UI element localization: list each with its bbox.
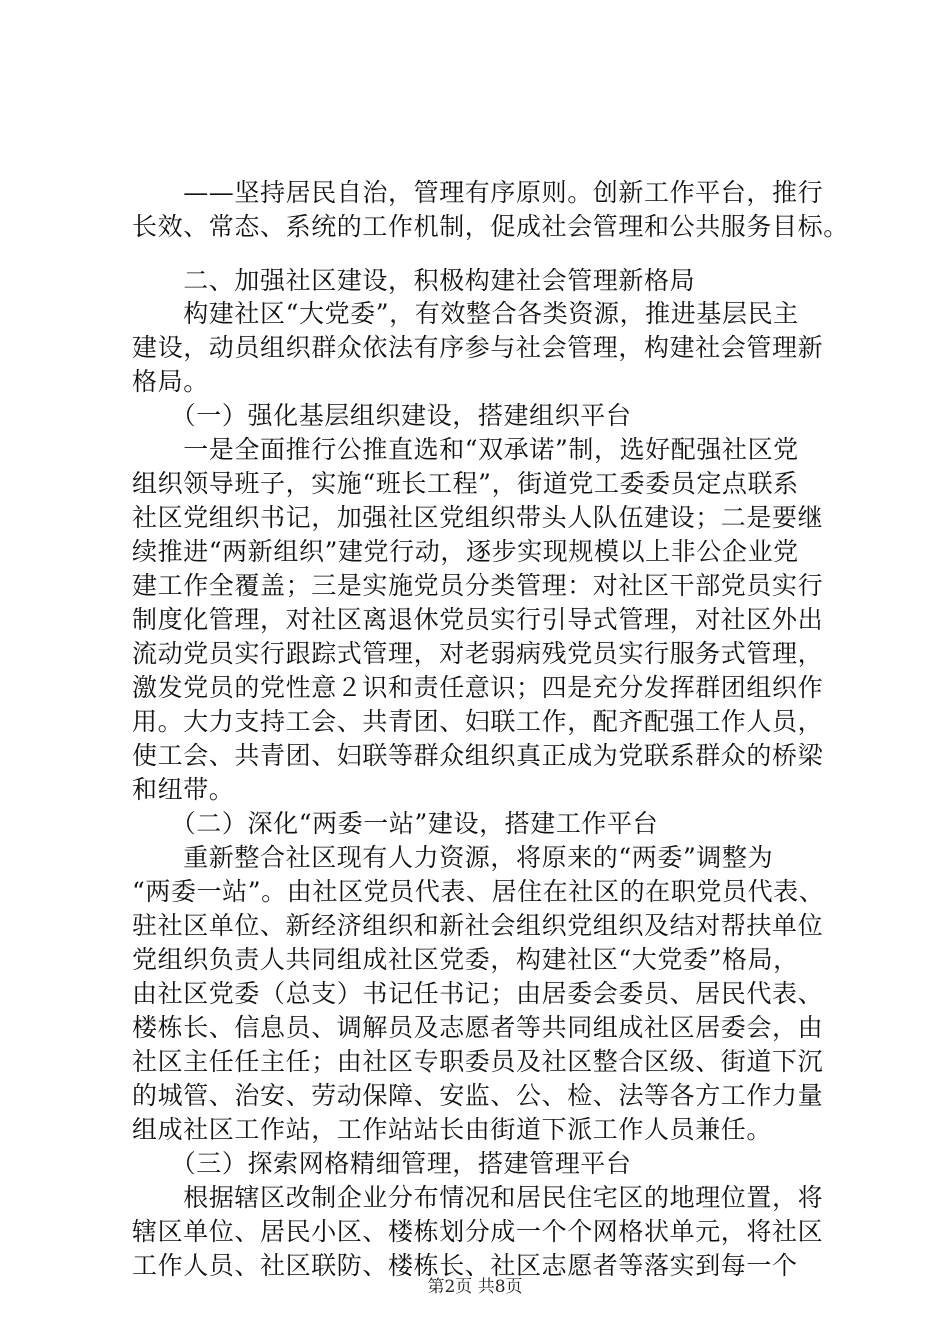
subsection-heading: （一）强化基层组织建设，搭建组织平台 — [132, 401, 632, 430]
text-line: 使工会、共青团、妇联等群众组织真正成为党联系群众的桥梁 — [132, 741, 824, 770]
text-line: 党组织负责人共同组成社区党委，构建社区“大党委”格局， — [132, 945, 799, 974]
text-line: ——坚持居民自治，管理有序原则。创新工作平台，推行 — [132, 178, 824, 207]
text-line: 社区党组织书记，加强社区党组织带头人队伍建设；二是要继 — [132, 503, 824, 532]
text-line: “两委一站”。由社区党员代表、居住在社区的在职党员代表、 — [132, 877, 825, 906]
text-line: 激发党员的党性意２识和责任意识；四是充分发挥群团组织作 — [132, 673, 824, 702]
text-line: 组织领导班子，实施“班长工程”，街道党工委委员定点联系 — [132, 469, 799, 498]
subsection-heading: （二）深化“两委一站”建设，搭建工作平台 — [132, 809, 659, 838]
text-line: 用。大力支持工会、共青团、妇联工作，配齐配强工作人员， — [132, 707, 824, 736]
text-line: 流动党员实行跟踪式管理，对老弱病残党员实行服务式管理， — [132, 639, 824, 668]
text-line: 根据辖区改制企业分布情况和居民住宅区的地理位置，将 — [132, 1183, 824, 1212]
text-line: 长效、常态、系统的工作机制，促成社会管理和公共服务目标。 — [132, 212, 849, 241]
text-line: 楼栋长、信息员、调解员及志愿者等共同组成社区居委会，由 — [132, 1013, 824, 1042]
text-line: 由社区党委（总支）书记任书记；由居委会委员、居民代表、 — [132, 979, 824, 1008]
page-number-footer: 第2页 共8页 — [427, 1277, 523, 1297]
subsection-heading: （三）探索网格精细管理，搭建管理平台 — [132, 1149, 632, 1178]
text-line: 建工作全覆盖；三是实施党员分类管理：对社区干部党员实行 — [132, 571, 824, 600]
section-heading: 二、加强社区建设，积极构建社会管理新格局 — [132, 266, 696, 295]
text-line: 建设，动员组织群众依法有序参与社会管理，构建社会管理新 — [132, 333, 824, 362]
text-line: 格局。 — [132, 367, 209, 396]
text-line: 续推进“两新组织”建党行动，逐步实现规模以上非公企业党 — [132, 537, 799, 566]
text-line: 社区主任任主任；由社区专职委员及社区整合区级、街道下沉 — [132, 1047, 824, 1076]
text-line: 辖区单位、居民小区、楼栋划分成一个个网格状单元，将社区 — [132, 1217, 824, 1246]
text-line: 一是全面推行公推直选和“双承诺”制，选好配强社区党 — [132, 435, 799, 464]
text-line: 重新整合社区现有人力资源，将原来的“两委”调整为 — [132, 843, 774, 872]
text-line: 和纽带。 — [132, 775, 235, 804]
text-line: 的城管、治安、劳动保障、安监、公、检、法等各方工作力量 — [132, 1081, 824, 1110]
text-line: 制度化管理，对社区离退休党员实行引导式管理，对社区外出 — [132, 605, 824, 634]
text-line: 组成社区工作站，工作站站长由街道下派工作人员兼任。 — [132, 1115, 773, 1144]
text-line: 驻社区单位、新经济组织和新社会组织党组织及结对帮扶单位 — [132, 911, 824, 940]
text-line: 构建社区“大党委”，有效整合各类资源，推进基层民主 — [132, 299, 799, 328]
text-line: 工作人员、社区联防、楼栋长、社区志愿者等落实到每一个 — [132, 1251, 798, 1280]
